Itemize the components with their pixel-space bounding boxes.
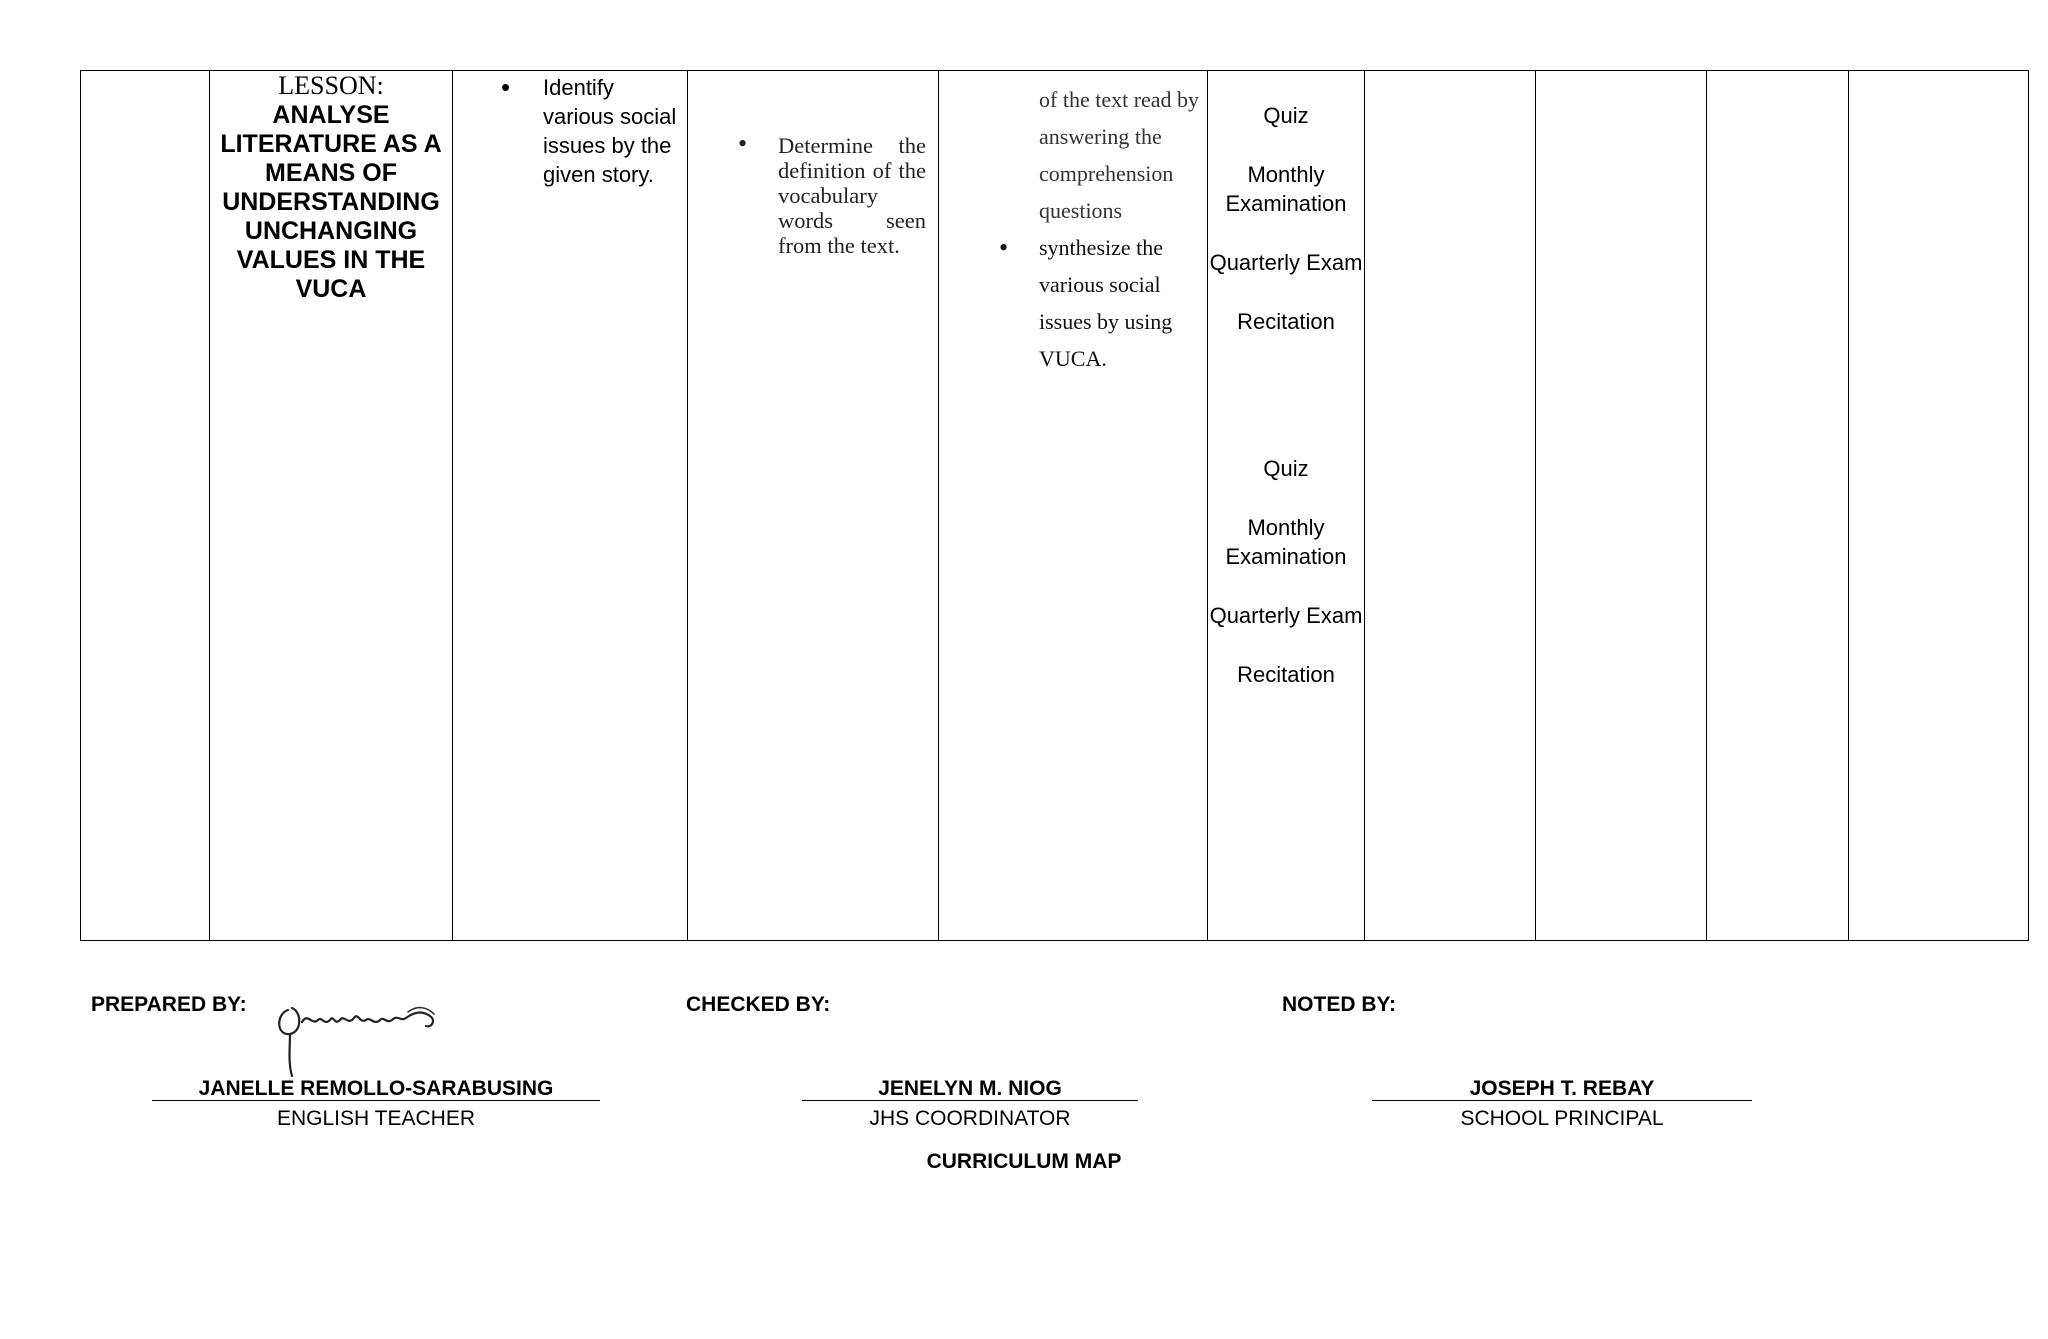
noted-by-label: NOTED BY: xyxy=(1282,993,1396,1016)
comprehension-cell xyxy=(939,71,1208,941)
checked-signature-line xyxy=(802,1100,1138,1101)
empty-cell xyxy=(1849,71,2029,941)
vocabulary-list xyxy=(688,133,938,258)
list-item: • synthesize the various social issues by using VUCA. xyxy=(939,229,1207,377)
empty-cell xyxy=(81,71,210,941)
list-item: • Determine the definition of the vocabulary words seen from the text. xyxy=(688,133,938,258)
curriculum-table xyxy=(80,70,2029,941)
assessment-item: Monthly Examination xyxy=(1225,162,1347,216)
noted-by-name: JOSEPH T. REBAY xyxy=(1469,1077,1655,1100)
table-row xyxy=(81,71,2029,941)
noted-signature-line xyxy=(1372,1100,1752,1101)
comprehension-list xyxy=(939,229,1207,377)
prepared-signature-line xyxy=(152,1100,600,1101)
lesson-title: ANALYSE LITERATURE AS A MEANS OF UNDERSTANDING UNCHANGING VALUES IN THE VUCA xyxy=(220,101,442,303)
assessment-item: Recitation xyxy=(1237,662,1335,687)
assessment-item: Quiz xyxy=(1263,456,1309,481)
vocabulary-cell xyxy=(688,71,939,941)
empty-cell xyxy=(1536,71,1707,941)
assessment-item: Quarterly Exam xyxy=(1209,250,1363,275)
checked-by-label: CHECKED BY: xyxy=(686,993,831,1016)
continued-text: of the text read by answering the comprehension questions xyxy=(1039,87,1200,223)
assessment-group-2 xyxy=(1208,366,1364,689)
document-title: CURRICULUM MAP xyxy=(926,1150,1122,1173)
empty-cell xyxy=(1707,71,1849,941)
competency-list xyxy=(453,73,687,189)
lesson-kicker: LESSON: xyxy=(278,71,384,100)
handwritten-signature xyxy=(268,990,468,1080)
assessment-cell xyxy=(1208,71,1365,941)
prepared-by-name: JANELLE REMOLLO-SARABUSING xyxy=(198,1077,554,1100)
assessment-item: Quiz xyxy=(1263,103,1309,128)
prepared-by-label: PREPARED BY: xyxy=(91,993,247,1016)
lesson-cell xyxy=(210,71,453,941)
noted-by-role: SCHOOL PRINCIPAL xyxy=(1460,1107,1664,1130)
assessment-item: Monthly Examination xyxy=(1225,515,1347,569)
assessment-item: Recitation xyxy=(1237,309,1335,334)
assessment-item: Quarterly Exam xyxy=(1209,603,1363,628)
checked-by-role: JHS COORDINATOR xyxy=(869,1107,1071,1130)
competency-cell xyxy=(453,71,688,941)
prepared-by-role: ENGLISH TEACHER xyxy=(277,1107,475,1130)
assessment-group-1 xyxy=(1208,71,1364,336)
list-item: • Identify various social issues by the given story. xyxy=(453,73,687,189)
checked-by-name: JENELYN M. NIOG xyxy=(878,1077,1062,1100)
empty-cell xyxy=(1365,71,1536,941)
